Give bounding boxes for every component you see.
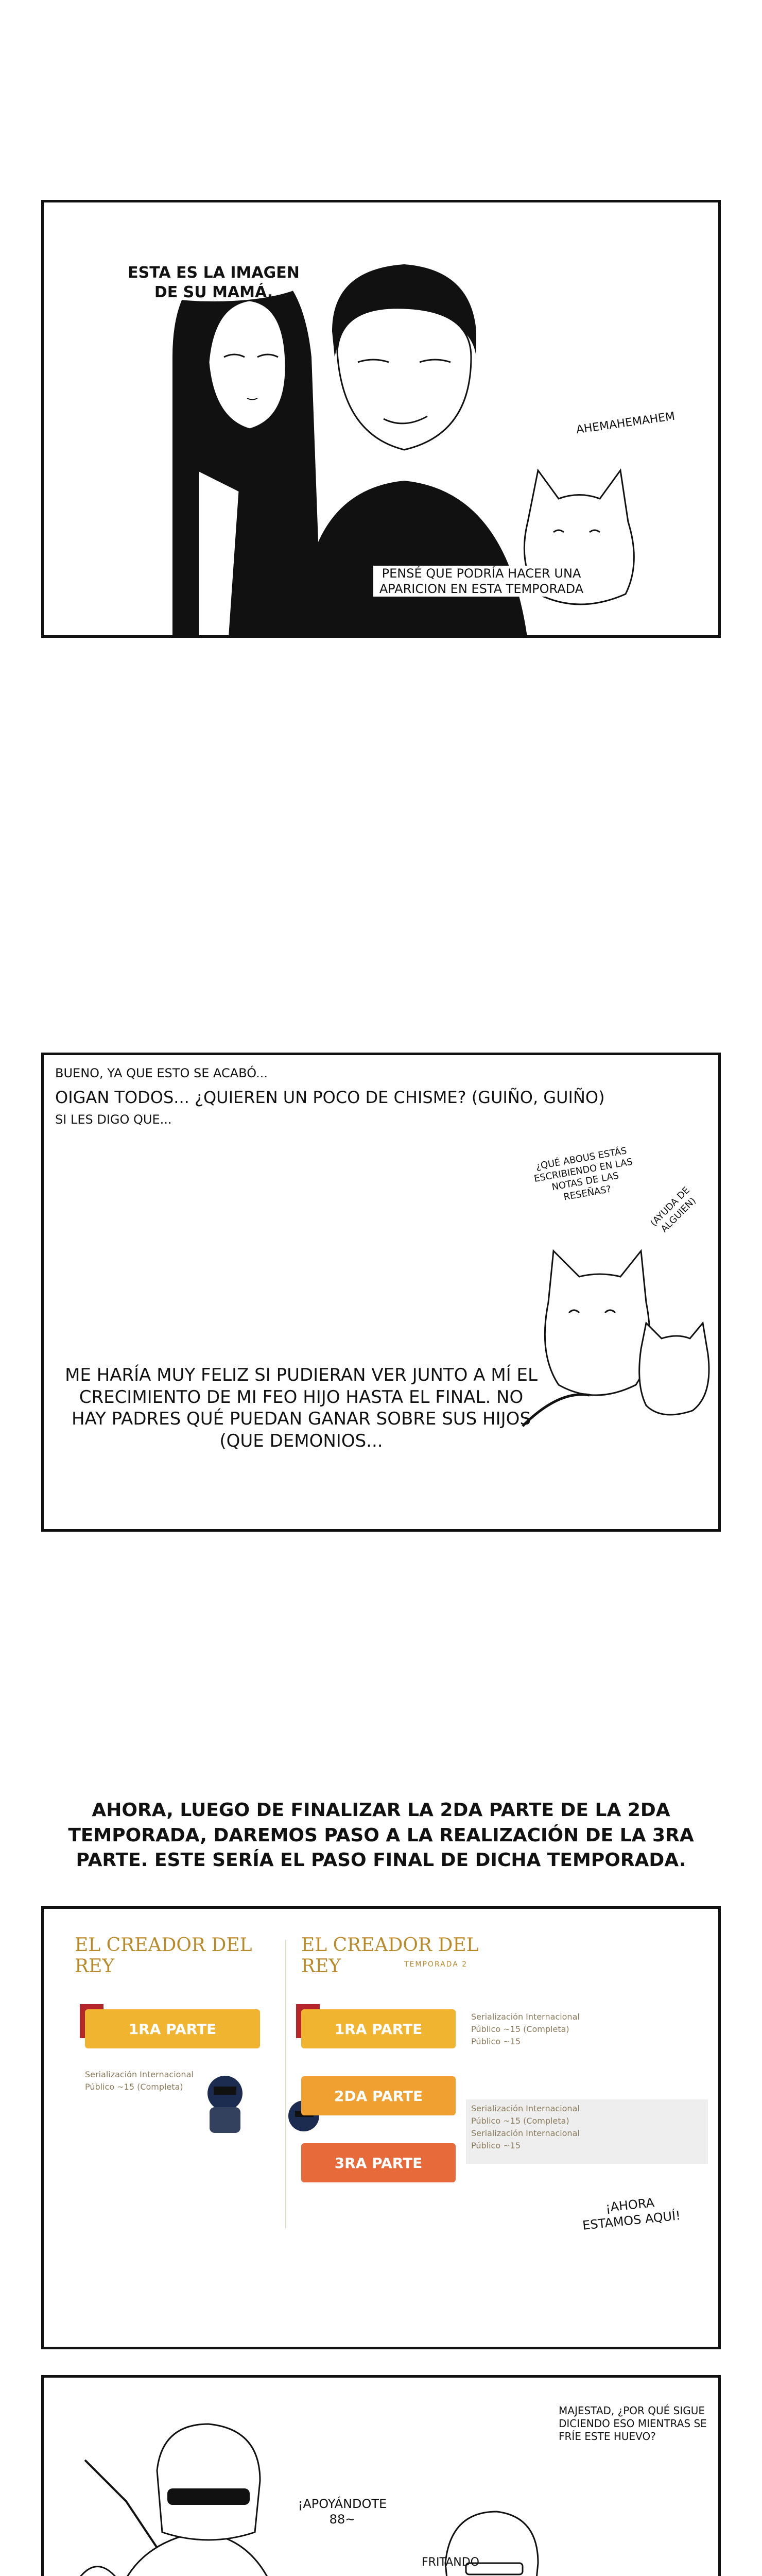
r2-serialization-2-text: Serialización Internacional xyxy=(471,2128,580,2138)
intro-text: BUENO, YA QUE ESTO SE ACABÓ... xyxy=(55,1066,268,1080)
caption-third-part: AHORA, LUEGO DE FINALIZAR LA 2DA PARTE DE LA 2DA TEMPORADA, DAREMOS PASO A LA REALIZACIÓN DE LA 3RA PARTE. ESTE SERÍA EL PASO FINAL DE DICHA TEMPORADA. xyxy=(68,1800,694,1871)
small-answer-text: (AYUDA DE ALGUIEN) xyxy=(648,1184,698,1234)
left-public-text: Público ~15 (Completa) xyxy=(85,2082,183,2092)
frying-sound-text: FRITANDO xyxy=(422,2556,479,2569)
r1-public-text: Público ~15 xyxy=(471,2037,521,2046)
logo-right: EL CREADOR DEL REY xyxy=(301,1935,479,1977)
right-part2-button[interactable]: 2DA PARTE xyxy=(301,2076,456,2115)
r2-serialization-text: Serialización Internacional xyxy=(471,2104,580,2113)
panel-mom-image xyxy=(41,200,721,638)
r2-public-complete-text: Público ~15 (Completa) xyxy=(471,2116,569,2126)
r1-serialization-text: Serialización Internacional xyxy=(471,2012,580,2022)
left-part1-button[interactable]: 1RA PARTE xyxy=(85,2009,260,2048)
sound-effect-text: AHEMAHEMAHEM xyxy=(575,410,676,437)
right-part3-button[interactable]: 3RA PARTE xyxy=(301,2143,456,2182)
majesty-question-text: MAJESTAD, ¿POR QUÉ SIGUE DICIENDO ESO MIENTRAS SE FRÍE ESTE HUEVO? xyxy=(559,2404,707,2443)
logo-right-subtitle: TEMPORADA 2 xyxy=(404,1960,468,1969)
gossip-line-1: OIGAN TODOS... ¿QUIEREN UN POCO DE CHISME? (GUIÑO, GUIÑO) xyxy=(55,1088,605,1107)
panel-support-pun xyxy=(41,2375,721,2576)
right-part1-button[interactable]: 1RA PARTE xyxy=(301,2009,456,2048)
panel-gossip xyxy=(41,1053,721,1532)
logo-left: EL CREADOR DEL REY xyxy=(75,1935,252,1977)
small-question-text: ¿QUÉ ABOUS ESTÁS ESCRIBIENDO EN LAS NOTAS DE LAS RESEÑAS? xyxy=(533,1145,634,1202)
growth-message-text: ME HARÍA MUY FELIZ SI PUDIERAN VER JUNTO A MÍ EL CRECIMIENTO DE MI FEO HIJO HASTA EL FINAL. NO HAY PADRES QUÉ PUEDAN GANAR SOBRE SUS HIJOS (QUE DEMONIOS... xyxy=(65,1365,538,1451)
appearance-note-text: PENSÉ QUE PODRÍA HACER UNA APARICION EN ESTA TEMPORADA xyxy=(373,566,590,597)
support-shout-text: ¡APOYÁNDOTE 88~ xyxy=(298,2497,387,2527)
now-here-text: ¡AHORA ESTAMOS AQUÍ! xyxy=(582,2195,682,2233)
panel-season-parts xyxy=(41,1906,721,2349)
gossip-line-2: SI LES DIGO QUE... xyxy=(55,1112,172,1127)
r1-public-complete-text: Público ~15 (Completa) xyxy=(471,2024,569,2034)
left-serialization-text: Serialización Internacional xyxy=(85,2070,194,2079)
speech-mom-text: ESTA ES LA IMAGEN DE SU MAMÁ. xyxy=(128,264,300,301)
r2-public-text: Público ~15 xyxy=(471,2141,521,2150)
